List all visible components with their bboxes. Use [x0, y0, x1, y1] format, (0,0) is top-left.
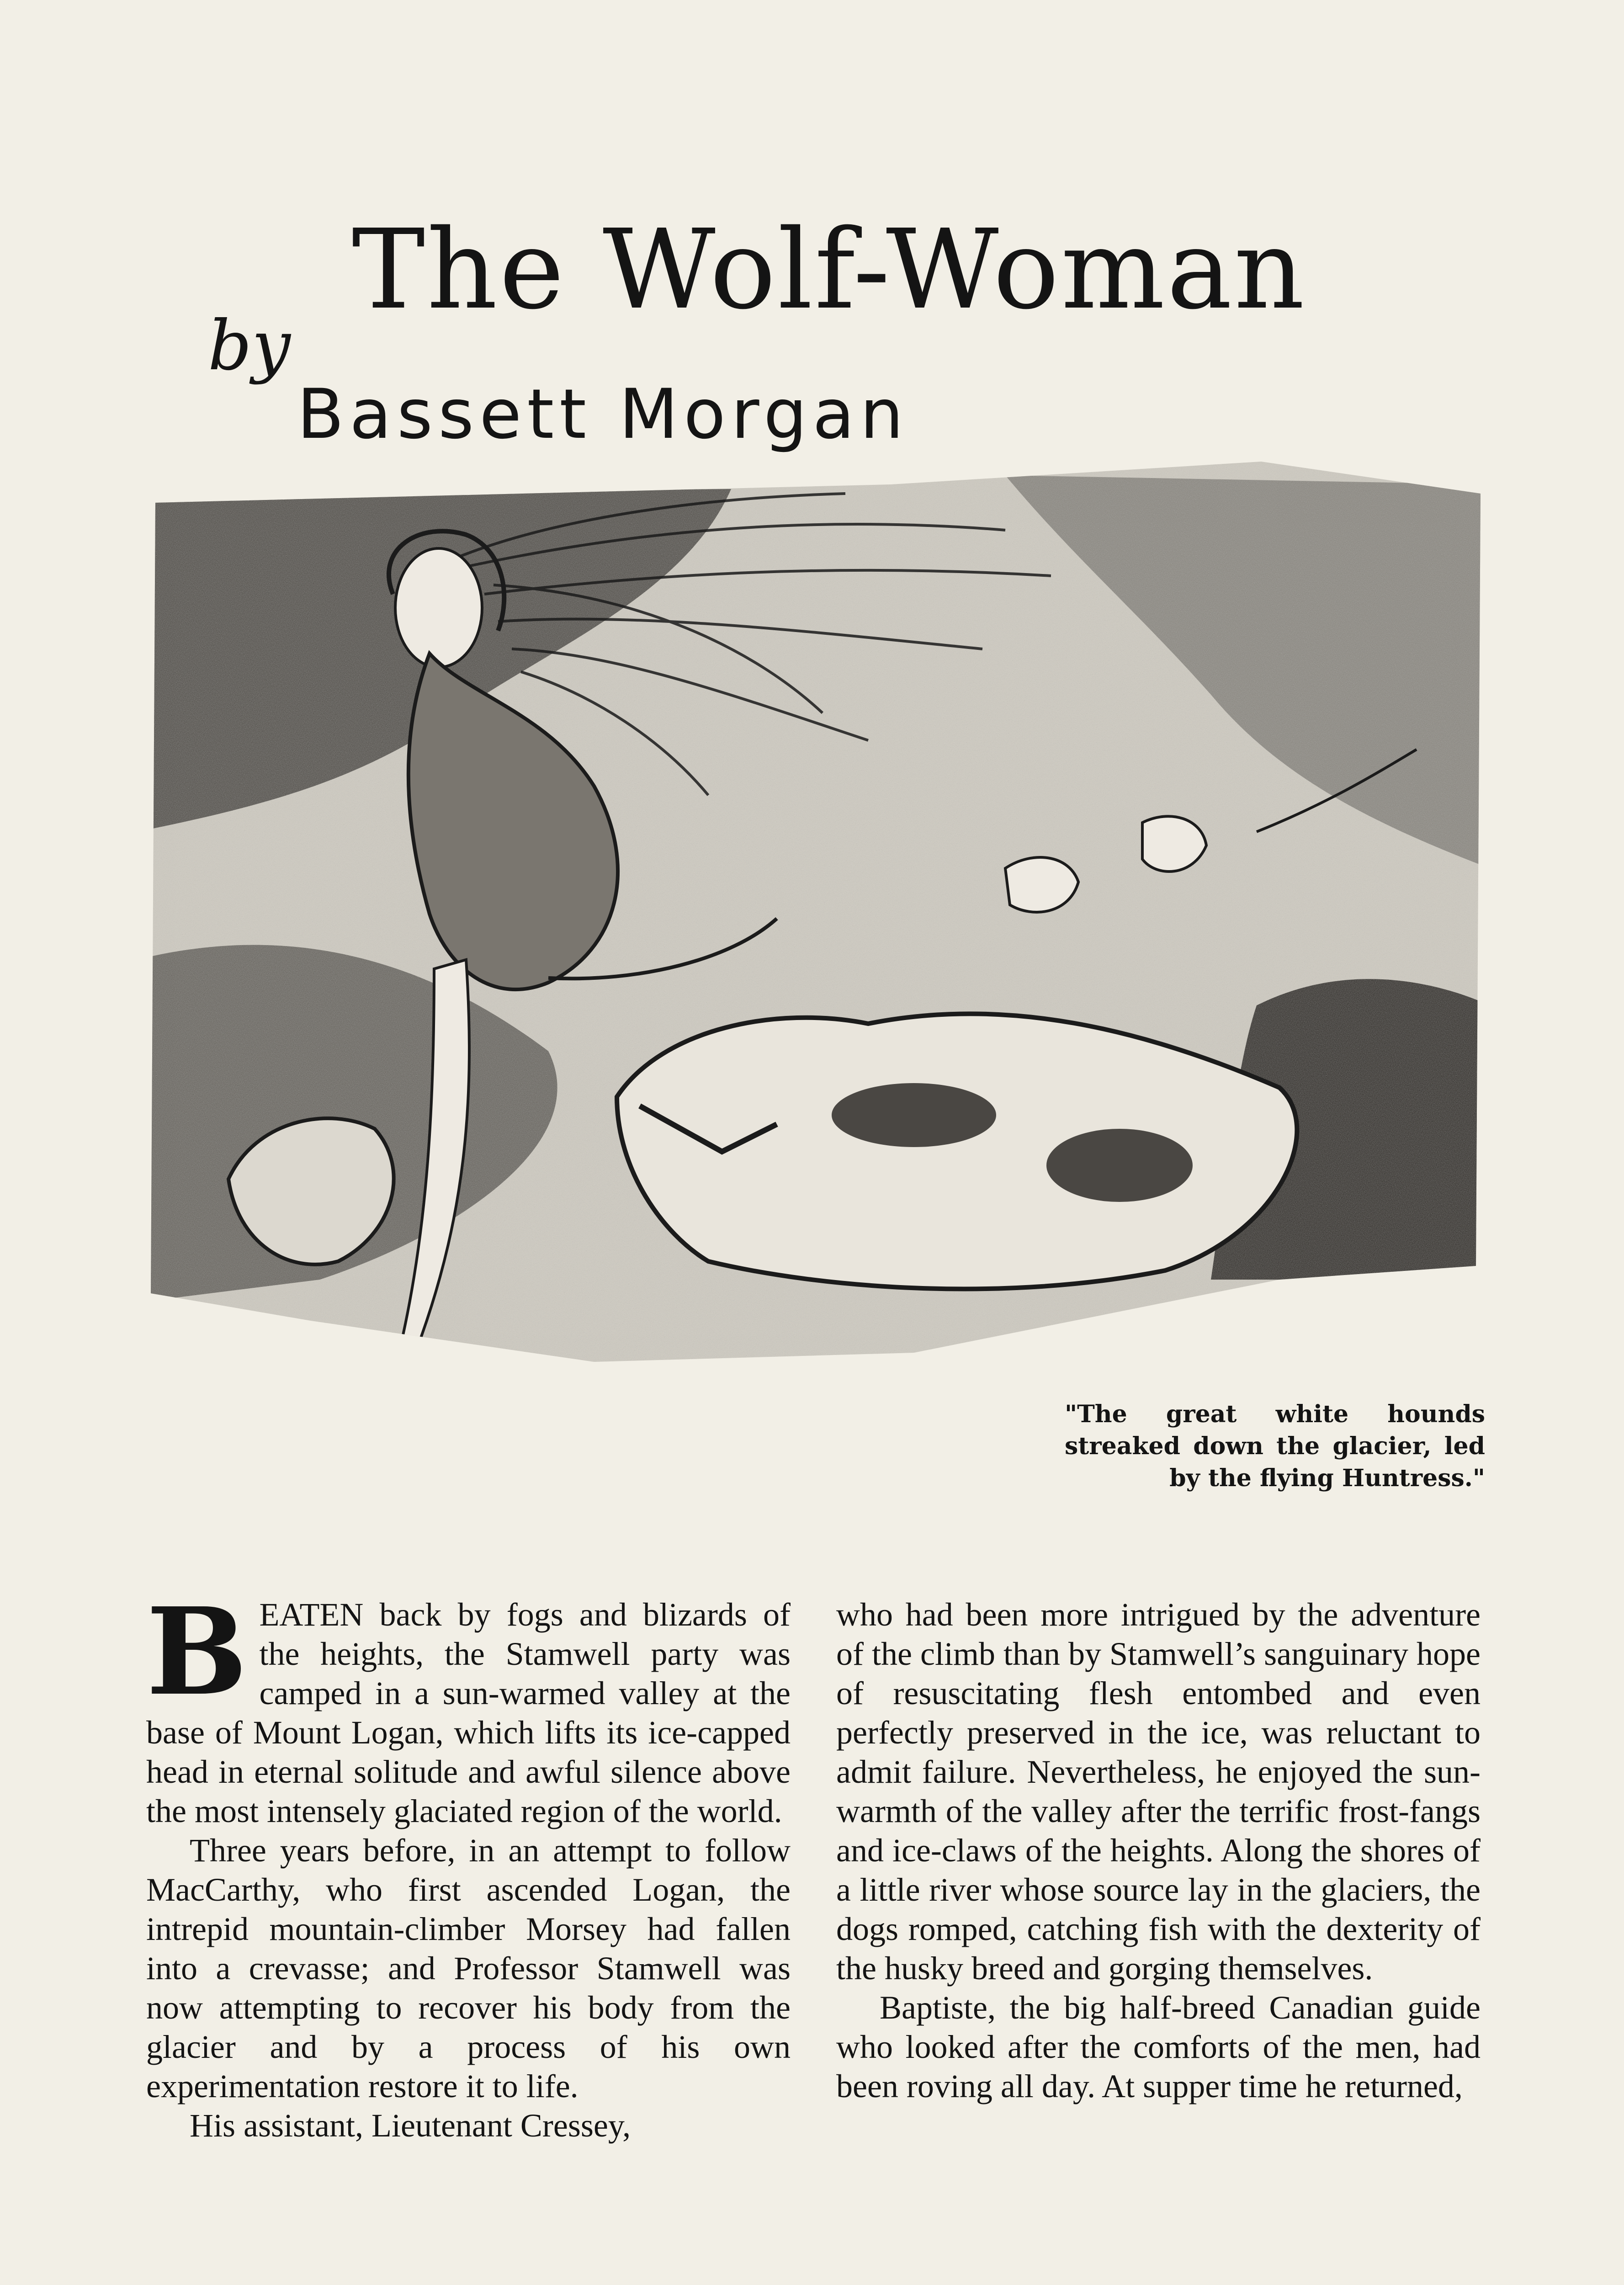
paragraph: Three years before, in an attempt to follow MacCarthy, who first ascended Logan, the intrepid mountain-climber Morsey had fallen into a crevasse; and Professor Stamwell was now attempting to recover his body from the glacier and by a process of his own experimentation restore it to life.	[146, 1832, 791, 2104]
text-column-left	[146, 1581, 791, 2145]
paragraph: Baptiste, the big half-breed Canadian guide who looked after the comforts of the men, had been roving all day. At supper time he returned,	[836, 1989, 1481, 2104]
paragraph-text: EATEN back by fogs and blizards of the heights, the Stamwell party was camped in a sun-warmed valley at the base of Mount Logan, which lifts its ice-capped head in eternal solitude and awful silence above the most intensely glaciated region of the world.	[146, 1596, 791, 1829]
paragraph: who had been more intrigued by the adventure of the climb than by Stamwell’s sanguinary hope of resuscitating flesh entombed and even perfectly preserved in the ice, was reluctant to admit failure. Nevertheless, he enjoyed the sun-warmth of the valley after the terrific frost-fangs and ice-claws of the heights. Along the shores of a little river whose source lay in the glaciers, the dogs romped, catching fish with the dexterity of the husky breed and gorging themselves.	[836, 1596, 1481, 1987]
wolf-woman-drawing	[137, 457, 1490, 1540]
author-name: Bassett Morgan	[297, 375, 909, 454]
illustration-caption: "The great white hounds streaked down the glacier, led by the flying Huntress."	[1065, 1400, 1485, 1492]
drop-cap: B	[146, 1581, 248, 1722]
byline-by: by	[208, 306, 291, 386]
story-title: The Wolf-Woman	[352, 206, 1306, 334]
paragraph	[146, 1581, 791, 1831]
paragraph: His assistant, Lieutenant Cressey,	[190, 2107, 631, 2144]
text-column-right	[836, 1595, 1481, 2106]
story-illustration	[137, 457, 1490, 1540]
